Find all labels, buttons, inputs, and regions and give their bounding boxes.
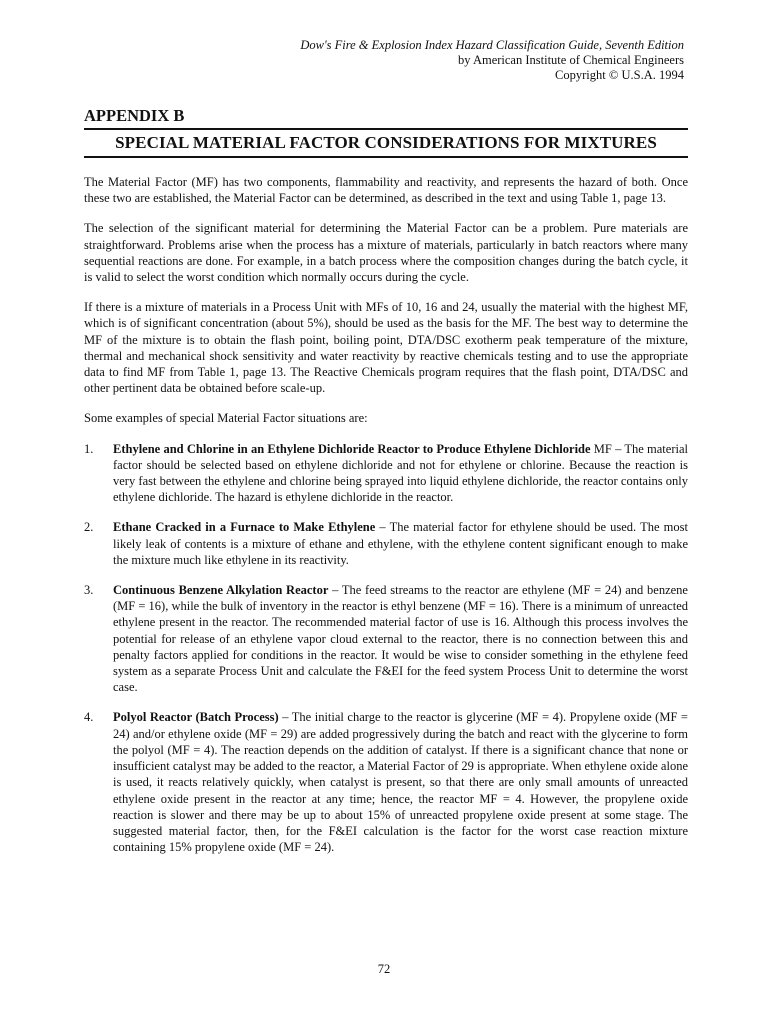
running-head-publisher: by American Institute of Chemical Engineers [458, 53, 684, 67]
appendix-label: APPENDIX B [84, 106, 185, 125]
example-item [84, 582, 688, 695]
example-number: 3. [84, 583, 94, 598]
example-text: – The material factor for ethylene should be used. The most likely leak of contents is a mixture of ethane and ethylene, with the ethylene content significant enough to make the mixture much like ethylene in its reactivity. [113, 520, 688, 567]
example-lead: Ethane Cracked in a Furnace to Make Ethylene [113, 520, 376, 535]
heading-rule-bottom [84, 156, 688, 158]
example-item [84, 519, 688, 568]
example-lead: Polyol Reactor (Batch Process) [113, 710, 279, 725]
running-head-copyright: Copyright © U.S.A. 1994 [555, 68, 684, 82]
example-text: – The initial charge to the reactor is glycerine (MF = 4). Propylene oxide (MF = 24) and/or ethylene oxide (MF = 29) are added progressively during the batch and react with the glycerine to form the polyol (MF = 4). The reaction depends on the addition of catalyst. If there is a significant chance that none or insufficient catalyst may be added to the reactor, a Material Factor of 29 is appropriate. When ethylene oxide alone is used, it reacts relatively quickly, when catalyst is present, so that there are only small amounts of unreacted ethylene oxide present in the reactor at any time; hence, the reactor MF = 4. However, the propylene oxide reaction is slower and there may be up to about 15% of unreacted propylene oxide present at some stage. The suggested material factor, then, for the F&EI calculation is the factor for the worst case reaction mixture containing 15% propylene oxide (MF = 24). [113, 710, 688, 855]
paragraph: The Material Factor (MF) has two components, flammability and reactivity, and represents the hazard of both. Once these two are established, the Material Factor can be determined, as described in the text and using Table 1, page 13. [84, 175, 688, 206]
example-text: – The feed streams to the reactor are ethylene (MF = 24) and benzene (MF = 16), while the bulk of inventory in the reactor is ethyl benzene (MF = 16). There is a minimum of unreacted ethylene present in the reactor. The recommended material factor of use is 16. Although this process involves the potential for release of an ethylene vapor cloud external to the reactor, there is no connection between this and penalty factors applied for conditions in the reactor. It would be wise to consider something in the ethylene feed system as a separate Process Unit and calculate the F&EI for the feed system Process Unit to determine the worst case. [113, 583, 688, 695]
running-head [84, 38, 688, 83]
example-number: 2. [84, 520, 94, 535]
example-number: 4. [84, 710, 94, 725]
example-text: MF – The material factor should be selected based on ethylene dichloride and not for ethylene or chlorine. Because the reaction is very fast between the ethylene and chlorine being sprayed into liquid ethylene dichloride, the reactor contains only ethylene dichloride. The hazard is ethylene dichloride in the reactor. [113, 441, 688, 505]
section-heading: SPECIAL MATERIAL FACTOR CONSIDERATIONS FOR MIXTURES [115, 133, 657, 152]
body-text [84, 174, 688, 855]
page-number: 72 [377, 962, 391, 976]
examples-list [84, 441, 688, 856]
example-lead: Ethylene and Chlorine in an Ethylene Dichloride Reactor to Produce Ethylene Dichloride [113, 441, 591, 456]
paragraph: The selection of the significant material for determining the Material Factor can be a problem. Pure materials are straightforward. Problems arise when the process has a mixture of materials, particularly in batch reactors where many sequential reactions are done. For example, in a batch process where the composition changes during the batch cycle, it is valid to select the worst condition which normally occurs during the cycle. [84, 221, 688, 285]
example-item [84, 441, 688, 506]
paragraph: If there is a mixture of materials in a Process Unit with MFs of 10, 16 and 24, usually the material with the highest MF, which is of significant concentration (about 5%), should be used as the basis for the MF. The best way to determine the MF of the mixture is to obtain the flash point, boiling point, DTA/DSC exotherm peak temperature of the mixture, thermal and mechanical shock sensitivity and water reactivity by reactive chemicals testing and to use the appropriate data to find MF from Table 1, page 13. The Reactive Chemicals program requires that the flash point, DTA/DSC and other pertinent data be obtained before scale-up. [84, 300, 688, 396]
paragraph: Some examples of special Material Factor situations are: [84, 411, 368, 426]
heading-rule-top [84, 128, 688, 130]
example-item [84, 709, 688, 855]
running-head-title: Dow's Fire & Explosion Index Hazard Classification Guide, Seventh Edition [300, 38, 684, 52]
example-lead: Continuous Benzene Alkylation Reactor [113, 583, 329, 598]
example-number: 1. [84, 441, 94, 456]
page-content [84, 38, 688, 869]
